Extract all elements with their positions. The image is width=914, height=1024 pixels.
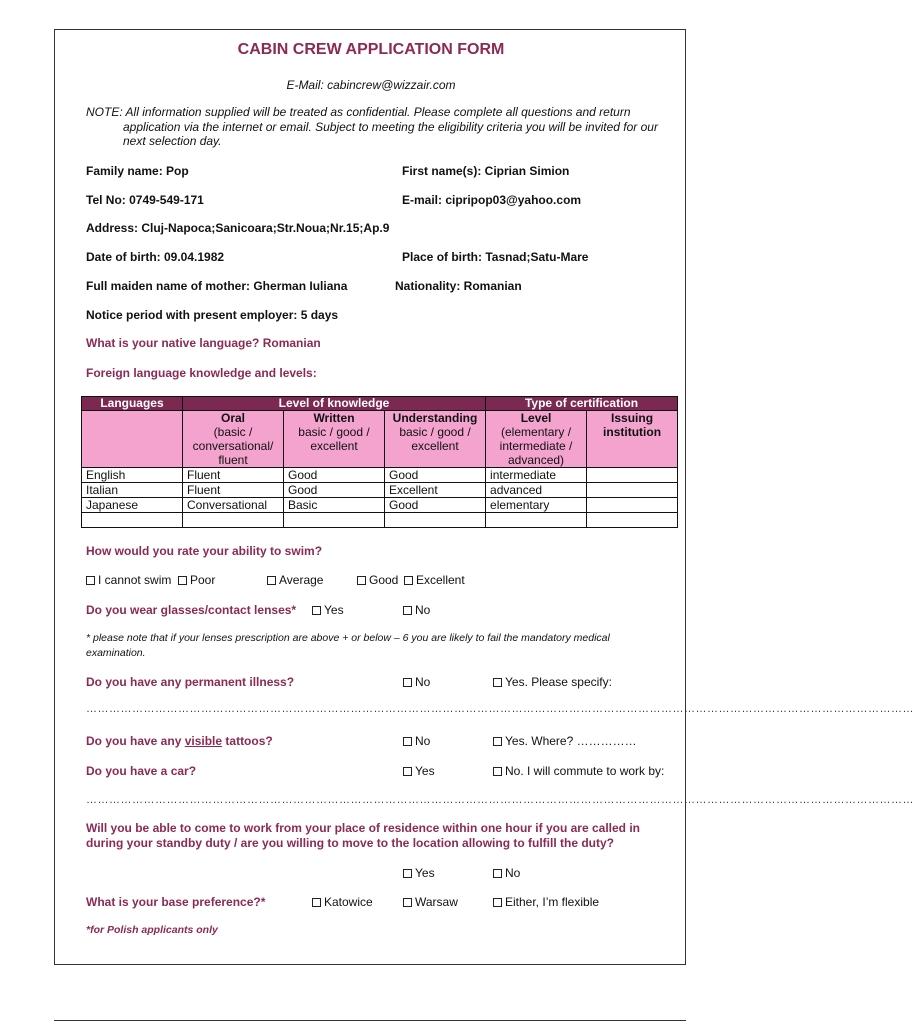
form-page (54, 29, 914, 965)
checkbox[interactable] (357, 576, 366, 585)
foreign-language-question: Foreign language knowledge and levels: (86, 366, 317, 380)
header-languages: Languages (82, 397, 183, 411)
subheader-oral: Oral (basic / conversational/ fluent (183, 411, 284, 468)
checkbox[interactable] (493, 737, 502, 746)
cell-level[interactable]: elementary (486, 498, 587, 513)
page-title: CABIN CREW APPLICATION FORM (237, 41, 505, 58)
pob-field: Place of birth: Tasnad;Satu-Mare (402, 250, 589, 264)
checkbox[interactable] (312, 606, 321, 615)
cell-written[interactable]: Basic (284, 498, 385, 513)
table-row[interactable] (82, 483, 678, 498)
cell-written[interactable]: Good (284, 468, 385, 483)
maiden-name-field: Full maiden name of mother: Gherman Iuliana (86, 279, 348, 293)
cell-understanding[interactable] (385, 513, 486, 528)
car-question: Do you have a car? (86, 764, 197, 778)
checkbox[interactable] (267, 576, 276, 585)
cell-understanding[interactable]: Good (385, 498, 486, 513)
cell-level[interactable] (486, 513, 587, 528)
car-yes[interactable]: Yes (403, 764, 435, 778)
contact-email: E-Mail: cabincrew@wizzair.com (286, 78, 456, 92)
cell-language[interactable]: Japanese (82, 498, 183, 513)
commute-yes[interactable]: Yes (403, 866, 435, 880)
checkbox[interactable] (404, 576, 413, 585)
address-field: Address: Cluj-Napoca;Sanicoara;Str.Noua;Nr.15;Ap.9 (86, 221, 390, 235)
cell-oral[interactable]: Fluent (183, 483, 284, 498)
note-line-1: NOTE: All information supplied will be treated as confidential. Please complete all questions and return (86, 105, 631, 119)
checkbox[interactable] (178, 576, 187, 585)
cell-oral[interactable] (183, 513, 284, 528)
glasses-question: Do you wear glasses/contact lenses* (86, 603, 297, 617)
tattoos-no[interactable]: No (403, 734, 430, 748)
checkbox[interactable] (86, 576, 95, 585)
notice-period-field: Notice period with present employer: 5 days (86, 308, 339, 322)
table-subheader-row (82, 411, 678, 468)
cell-language[interactable]: Italian (82, 483, 183, 498)
checkbox[interactable] (403, 737, 412, 746)
header-certification: Type of certification (486, 397, 678, 411)
table-row[interactable] (82, 513, 678, 528)
illness-yes[interactable]: Yes. Please specify: (493, 675, 612, 689)
cell-understanding[interactable]: Good (385, 468, 486, 483)
illness-no[interactable]: No (403, 675, 430, 689)
base-katowice[interactable]: Katowice (312, 895, 373, 909)
cell-institution[interactable] (587, 513, 678, 528)
checkbox[interactable] (493, 767, 502, 776)
glasses-note: * please note that if your lenses prescription are above + or below – 6 you are likely to fail the mandatory medical examination. (86, 632, 610, 659)
tel-field: Tel No: 0749-549-171 (86, 193, 204, 207)
subheader-level: Level (elementary / intermediate / advanced) (486, 411, 587, 468)
swim-option-good[interactable]: Good (357, 573, 398, 587)
email-field: E-mail: cipripop03@yahoo.com (402, 193, 582, 207)
checkbox[interactable] (403, 606, 412, 615)
cell-institution[interactable] (587, 468, 678, 483)
swim-option-excellent[interactable]: Excellent (404, 573, 465, 587)
commute-question: Will you be able to come to work from your place of residence within one hour if you are called in during your standby duty / are you willing to move to the location allowing to fulfill the duty? (86, 821, 640, 850)
table-row[interactable] (82, 468, 678, 483)
base-question: What is your base preference?* (86, 895, 266, 909)
base-footnote: *for Polish applicants only (86, 924, 218, 936)
glasses-yes[interactable]: Yes (312, 603, 344, 617)
confidentiality-note (86, 105, 676, 149)
cell-language[interactable]: English (82, 468, 183, 483)
checkbox[interactable] (403, 678, 412, 687)
checkbox[interactable] (403, 898, 412, 907)
header-level: Level of knowledge (183, 397, 486, 411)
glasses-no[interactable]: No (403, 603, 430, 617)
base-warsaw[interactable]: Warsaw (403, 895, 458, 909)
commute-no[interactable]: No (493, 866, 520, 880)
first-names-field: First name(s): Ciprian Simion (402, 164, 570, 178)
swim-option-cannot[interactable]: I cannot swim (86, 573, 171, 587)
cell-written[interactable] (284, 513, 385, 528)
cell-institution[interactable] (587, 483, 678, 498)
language-table (81, 396, 678, 528)
cell-level[interactable]: advanced (486, 483, 587, 498)
table-header-row (82, 397, 678, 411)
cell-written[interactable]: Good (284, 483, 385, 498)
cell-understanding[interactable]: Excellent (385, 483, 486, 498)
native-language-question: What is your native language? Romanian (86, 336, 321, 350)
tattoos-yes[interactable]: Yes. Where? …………… (493, 734, 637, 748)
checkbox[interactable] (493, 678, 502, 687)
swim-question: How would you rate your ability to swim? (86, 544, 323, 558)
checkbox[interactable] (403, 767, 412, 776)
cell-oral[interactable]: Fluent (183, 468, 284, 483)
checkbox[interactable] (493, 869, 502, 878)
next-page-edge (54, 1020, 686, 1021)
swim-option-poor[interactable]: Poor (178, 573, 215, 587)
subheader-written: Written basic / good / excellent (284, 411, 385, 468)
checkbox[interactable] (493, 898, 502, 907)
checkbox[interactable] (403, 869, 412, 878)
subheader-issuing: Issuing institution (587, 411, 678, 468)
illness-question: Do you have any permanent illness? (86, 675, 295, 689)
note-line-2: application via the internet or email. Subject to meeting the eligibility criteria you will be invited for our (123, 119, 658, 134)
family-name-field: Family name: Pop (86, 164, 189, 178)
checkbox[interactable] (312, 898, 321, 907)
swim-option-average[interactable]: Average (267, 573, 323, 587)
illness-specify-line[interactable]: ……………………………………………………………………………………………………………………………………………………………………………………………… (86, 703, 914, 715)
table-row[interactable] (82, 498, 678, 513)
note-line-3: next selection day. (123, 134, 222, 148)
cell-language[interactable] (82, 513, 183, 528)
cell-oral[interactable]: Conversational (183, 498, 284, 513)
dob-field: Date of birth: 09.04.1982 (86, 250, 225, 264)
subheader-understanding: Understanding basic / good / excellent (385, 411, 486, 468)
base-flexible[interactable]: Either, I’m flexible (493, 895, 599, 909)
car-no[interactable]: No. I will commute to work by: (493, 764, 664, 778)
cell-level[interactable]: intermediate (486, 468, 587, 483)
subheader-blank (82, 411, 183, 468)
tattoos-question: Do you have any visible tattoos? (86, 734, 273, 748)
cell-institution[interactable] (587, 498, 678, 513)
commute-specify-line[interactable]: ……………………………………………………………………………………………………………………………………………………………………………………………… (86, 794, 914, 806)
nationality-field: Nationality: Romanian (395, 279, 522, 293)
